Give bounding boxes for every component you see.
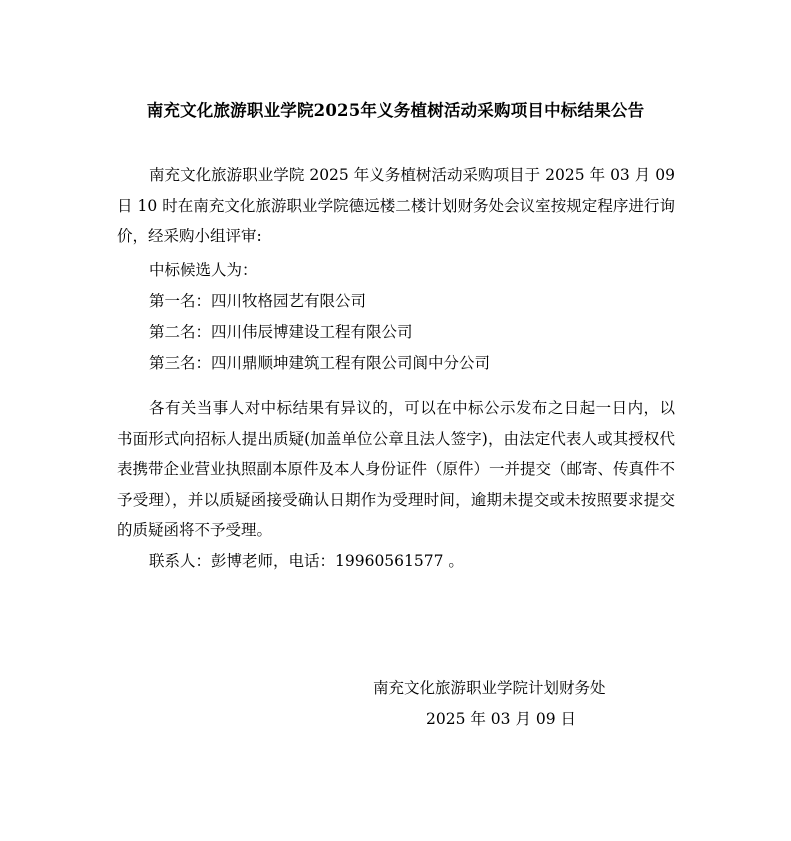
signature-date: 2025 年 03 月 09 日 — [426, 710, 577, 728]
candidate-third: 第三名：四川鼎顺坤建筑工程有限公司阆中分公司 — [149, 354, 491, 372]
page-title: 南充文化旅游职业学院2025年义务植树活动采购项目中标结果公告 — [146, 101, 645, 120]
intro-paragraph: 南充文化旅游职业学院 2025 年义务植树活动采购项目于 2025 年 03 月 09 日 10 时在南充文化旅游职业学院德远楼二楼计划财务处会议室按规定程序进行询价，经采购小组评审: — [117, 166, 675, 245]
candidates-heading: 中标候选人为： — [149, 261, 258, 279]
signature-organization: 南充文化旅游职业学院计划财务处 — [373, 679, 606, 697]
candidate-second: 第二名：四川伟辰博建设工程有限公司 — [149, 323, 413, 341]
candidate-first: 第一名：四川牧格园艺有限公司 — [149, 292, 367, 310]
objection-paragraph: 各有关当事人对中标结果有异议的，可以在中标公示发布之日起一日内，以书面形式向招标人提出质疑(加盖单位公章且法人签字)，由法定代表人或其授权代表携带企业营业执照副本原件及本人身份证件（原件）一并提交（邮寄、传真件不予受理），并以质疑函接受确认日期作为受理时间，逾期未提交或未按照要求提交的质疑函将不予受理。 — [117, 399, 676, 539]
contact-line: 联系人：彭博老师，电话：19960561577 。 — [149, 552, 464, 570]
